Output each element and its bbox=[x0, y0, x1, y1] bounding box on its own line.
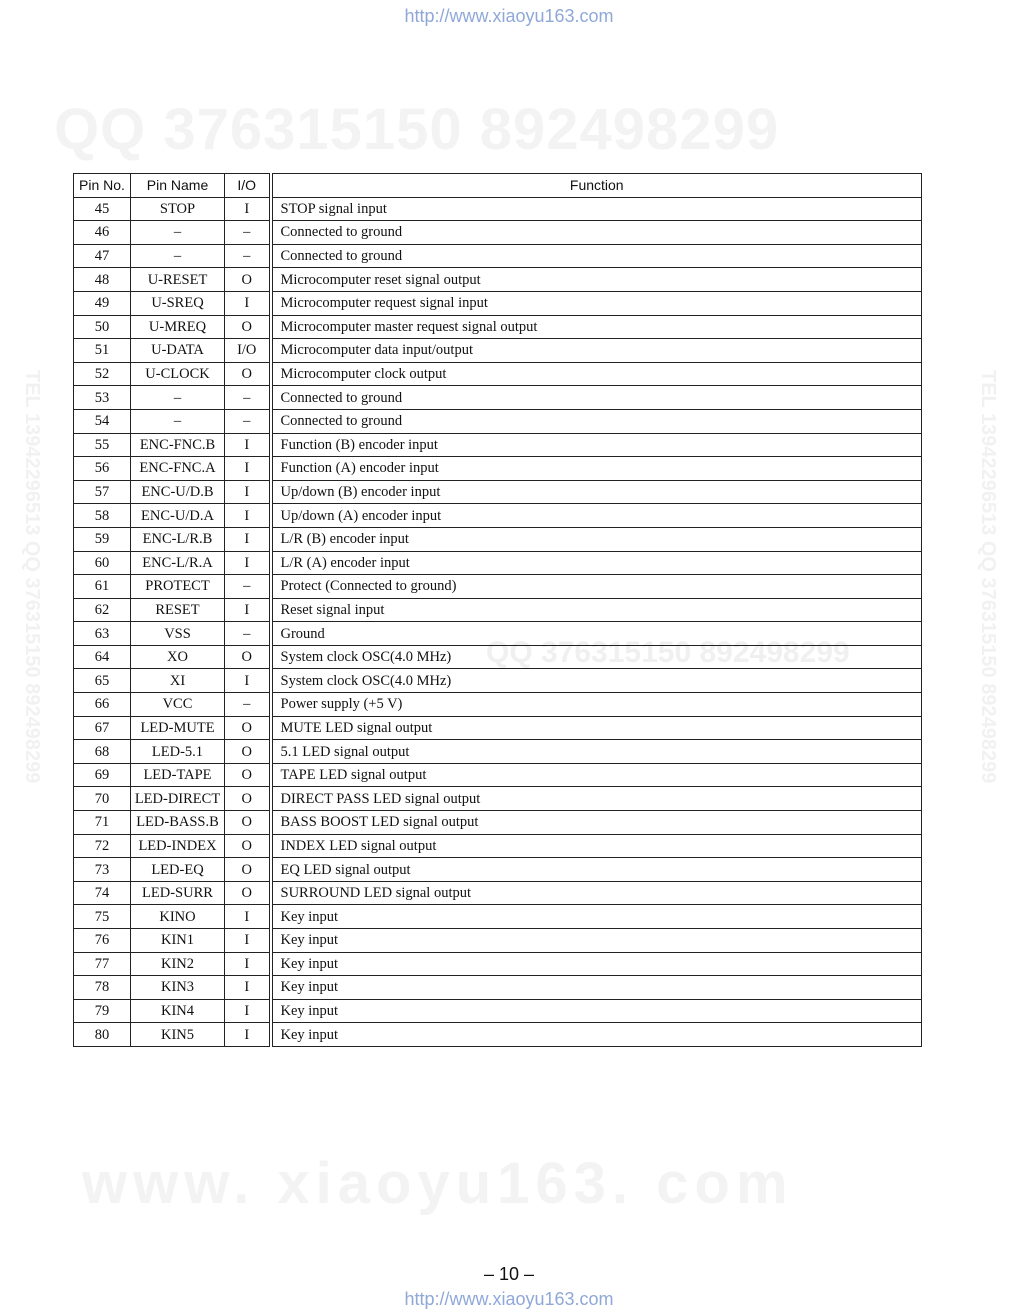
io-cell: O bbox=[225, 740, 271, 764]
function-cell: L/R (A) encoder input bbox=[271, 551, 922, 575]
function-cell: Key input bbox=[271, 905, 922, 929]
pin-no-cell: 74 bbox=[74, 881, 131, 905]
function-cell: 5.1 LED signal output bbox=[271, 740, 922, 764]
pin-no-cell: 65 bbox=[74, 669, 131, 693]
function-cell: Function (B) encoder input bbox=[271, 433, 922, 457]
pin-name-cell: U-DATA bbox=[131, 339, 225, 363]
io-cell: O bbox=[225, 811, 271, 835]
function-cell: SURROUND LED signal output bbox=[271, 881, 922, 905]
io-cell: I bbox=[225, 1023, 271, 1047]
pin-no-cell: 48 bbox=[74, 268, 131, 292]
pin-name-cell: LED-INDEX bbox=[131, 834, 225, 858]
pin-no-cell: 69 bbox=[74, 763, 131, 787]
io-cell: I bbox=[225, 551, 271, 575]
pin-no-cell: 63 bbox=[74, 622, 131, 646]
io-cell: – bbox=[225, 693, 271, 717]
io-cell: I bbox=[225, 976, 271, 1000]
io-cell: I bbox=[225, 952, 271, 976]
function-cell: MUTE LED signal output bbox=[271, 716, 922, 740]
function-cell: Ground bbox=[271, 622, 922, 646]
table-row bbox=[74, 244, 922, 268]
io-cell: I bbox=[225, 669, 271, 693]
function-cell: System clock OSC(4.0 MHz) bbox=[271, 645, 922, 669]
pin-no-cell: 76 bbox=[74, 929, 131, 953]
pin-name-cell: U-RESET bbox=[131, 268, 225, 292]
pin-name-cell: U-CLOCK bbox=[131, 362, 225, 386]
function-cell: Connected to ground bbox=[271, 386, 922, 410]
pin-name-cell: – bbox=[131, 386, 225, 410]
io-cell: O bbox=[225, 858, 271, 882]
pin-no-cell: 70 bbox=[74, 787, 131, 811]
pin-name-cell: RESET bbox=[131, 598, 225, 622]
table-row bbox=[74, 386, 922, 410]
table-row bbox=[74, 763, 922, 787]
function-cell: Microcomputer request signal input bbox=[271, 291, 922, 315]
io-cell: – bbox=[225, 622, 271, 646]
pin-name-cell: – bbox=[131, 244, 225, 268]
table-row bbox=[74, 740, 922, 764]
pin-name-cell: LED-EQ bbox=[131, 858, 225, 882]
io-cell: O bbox=[225, 763, 271, 787]
watermark-url-top: http://www.xiaoyu163.com bbox=[404, 6, 614, 26]
table-row bbox=[74, 575, 922, 599]
table-row bbox=[74, 551, 922, 575]
table-row bbox=[74, 999, 922, 1023]
table-row bbox=[74, 504, 922, 528]
pin-no-cell: 60 bbox=[74, 551, 131, 575]
header-pin-no: Pin No. bbox=[74, 174, 131, 198]
table-row bbox=[74, 433, 922, 457]
pin-name-cell: VCC bbox=[131, 693, 225, 717]
pin-function-table bbox=[73, 173, 922, 1047]
function-cell: Key input bbox=[271, 999, 922, 1023]
pin-name-cell: KIN4 bbox=[131, 999, 225, 1023]
io-cell: – bbox=[225, 221, 271, 245]
function-cell: STOP signal input bbox=[271, 197, 922, 221]
pin-no-cell: 68 bbox=[74, 740, 131, 764]
io-cell: – bbox=[225, 386, 271, 410]
pin-no-cell: 52 bbox=[74, 362, 131, 386]
pin-name-cell: XO bbox=[131, 645, 225, 669]
pin-name-cell: KIN2 bbox=[131, 952, 225, 976]
pin-name-cell: LED-MUTE bbox=[131, 716, 225, 740]
pin-name-cell: LED-TAPE bbox=[131, 763, 225, 787]
pin-name-cell: – bbox=[131, 221, 225, 245]
io-cell: I bbox=[225, 527, 271, 551]
watermark-tel-left: TEL 13942296513 QQ 376315150 892498299 bbox=[21, 370, 43, 784]
function-cell: Key input bbox=[271, 952, 922, 976]
pin-no-cell: 71 bbox=[74, 811, 131, 835]
pin-name-cell: ENC-FNC.B bbox=[131, 433, 225, 457]
function-cell: Microcomputer master request signal output bbox=[271, 315, 922, 339]
table-row bbox=[74, 645, 922, 669]
pin-no-cell: 46 bbox=[74, 221, 131, 245]
io-cell: I bbox=[225, 504, 271, 528]
function-cell: Key input bbox=[271, 929, 922, 953]
table-row bbox=[74, 409, 922, 433]
function-cell: L/R (B) encoder input bbox=[271, 527, 922, 551]
table-row bbox=[74, 693, 922, 717]
pin-no-cell: 56 bbox=[74, 457, 131, 481]
pin-name-cell: ENC-L/R.B bbox=[131, 527, 225, 551]
table-row bbox=[74, 197, 922, 221]
pin-no-cell: 54 bbox=[74, 409, 131, 433]
table-row bbox=[74, 622, 922, 646]
table-row bbox=[74, 221, 922, 245]
function-cell: DIRECT PASS LED signal output bbox=[271, 787, 922, 811]
pin-no-cell: 66 bbox=[74, 693, 131, 717]
pin-name-cell: U-MREQ bbox=[131, 315, 225, 339]
pin-no-cell: 59 bbox=[74, 527, 131, 551]
pin-no-cell: 77 bbox=[74, 952, 131, 976]
pin-name-cell: LED-DIRECT bbox=[131, 787, 225, 811]
watermark-site: www. xiaoyu163. com bbox=[82, 1151, 794, 1216]
table-row bbox=[74, 268, 922, 292]
function-cell: Microcomputer clock output bbox=[271, 362, 922, 386]
table-row bbox=[74, 858, 922, 882]
table-row bbox=[74, 787, 922, 811]
io-cell: – bbox=[225, 575, 271, 599]
table-row bbox=[74, 527, 922, 551]
function-cell: TAPE LED signal output bbox=[271, 763, 922, 787]
io-cell: O bbox=[225, 834, 271, 858]
io-cell: I bbox=[225, 291, 271, 315]
io-cell: O bbox=[225, 268, 271, 292]
pin-no-cell: 55 bbox=[74, 433, 131, 457]
pin-no-cell: 49 bbox=[74, 291, 131, 315]
io-cell: O bbox=[225, 881, 271, 905]
header-io: I/O bbox=[225, 174, 271, 198]
pin-name-cell: PROTECT bbox=[131, 575, 225, 599]
io-cell: I bbox=[225, 433, 271, 457]
pin-name-cell: KIN3 bbox=[131, 976, 225, 1000]
table-row bbox=[74, 834, 922, 858]
pin-name-cell: LED-BASS.B bbox=[131, 811, 225, 835]
table-row bbox=[74, 339, 922, 363]
io-cell: O bbox=[225, 315, 271, 339]
pin-no-cell: 72 bbox=[74, 834, 131, 858]
function-cell: Connected to ground bbox=[271, 244, 922, 268]
table-row bbox=[74, 480, 922, 504]
watermark-qq: QQ 376315150 892498299 bbox=[54, 97, 780, 162]
function-cell: EQ LED signal output bbox=[271, 858, 922, 882]
io-cell: O bbox=[225, 787, 271, 811]
io-cell: I bbox=[225, 905, 271, 929]
header-pin-name: Pin Name bbox=[131, 174, 225, 198]
table-header-row bbox=[74, 174, 922, 198]
pin-no-cell: 80 bbox=[74, 1023, 131, 1047]
function-cell: Connected to ground bbox=[271, 409, 922, 433]
watermark-url-bottom: http://www.xiaoyu163.com bbox=[404, 1289, 614, 1309]
function-cell: Reset signal input bbox=[271, 598, 922, 622]
pin-name-cell: XI bbox=[131, 669, 225, 693]
pin-no-cell: 53 bbox=[74, 386, 131, 410]
table-row bbox=[74, 952, 922, 976]
io-cell: I bbox=[225, 999, 271, 1023]
function-cell: Protect (Connected to ground) bbox=[271, 575, 922, 599]
pin-no-cell: 58 bbox=[74, 504, 131, 528]
table-row bbox=[74, 976, 922, 1000]
pin-no-cell: 62 bbox=[74, 598, 131, 622]
table-row bbox=[74, 811, 922, 835]
function-cell: BASS BOOST LED signal output bbox=[271, 811, 922, 835]
pin-name-cell: VSS bbox=[131, 622, 225, 646]
pin-no-cell: 47 bbox=[74, 244, 131, 268]
table-row bbox=[74, 905, 922, 929]
table-row bbox=[74, 881, 922, 905]
pin-no-cell: 51 bbox=[74, 339, 131, 363]
pin-no-cell: 67 bbox=[74, 716, 131, 740]
io-cell: I bbox=[225, 929, 271, 953]
io-cell: O bbox=[225, 716, 271, 740]
table-row bbox=[74, 716, 922, 740]
io-cell: O bbox=[225, 362, 271, 386]
function-cell: Key input bbox=[271, 976, 922, 1000]
pin-no-cell: 64 bbox=[74, 645, 131, 669]
io-cell: I/O bbox=[225, 339, 271, 363]
pin-name-cell: KINO bbox=[131, 905, 225, 929]
io-cell: I bbox=[225, 480, 271, 504]
table-row bbox=[74, 669, 922, 693]
pin-no-cell: 78 bbox=[74, 976, 131, 1000]
watermark-tel-right: TEL 13942296513 QQ 376315150 892498299 bbox=[977, 370, 999, 784]
function-cell: Microcomputer reset signal output bbox=[271, 268, 922, 292]
pin-name-cell: – bbox=[131, 409, 225, 433]
table-row bbox=[74, 315, 922, 339]
io-cell: I bbox=[225, 197, 271, 221]
table-row bbox=[74, 1023, 922, 1047]
function-cell: Microcomputer data input/output bbox=[271, 339, 922, 363]
pin-name-cell: KIN5 bbox=[131, 1023, 225, 1047]
table-row bbox=[74, 929, 922, 953]
table-row bbox=[74, 457, 922, 481]
io-cell: I bbox=[225, 457, 271, 481]
pin-name-cell: LED-SURR bbox=[131, 881, 225, 905]
function-cell: Up/down (B) encoder input bbox=[271, 480, 922, 504]
function-cell: System clock OSC(4.0 MHz) bbox=[271, 669, 922, 693]
page-number: – 10 – bbox=[483, 1264, 535, 1284]
io-cell: O bbox=[225, 645, 271, 669]
table-row bbox=[74, 291, 922, 315]
table-row bbox=[74, 362, 922, 386]
pin-name-cell: STOP bbox=[131, 197, 225, 221]
io-cell: – bbox=[225, 409, 271, 433]
function-cell: Up/down (A) encoder input bbox=[271, 504, 922, 528]
pin-name-cell: U-SREQ bbox=[131, 291, 225, 315]
pin-no-cell: 79 bbox=[74, 999, 131, 1023]
pin-name-cell: ENC-FNC.A bbox=[131, 457, 225, 481]
pin-no-cell: 57 bbox=[74, 480, 131, 504]
pin-no-cell: 75 bbox=[74, 905, 131, 929]
pin-no-cell: 45 bbox=[74, 197, 131, 221]
watermark-qq-mid: QQ 376315150 892498299 bbox=[486, 636, 850, 669]
function-cell: Connected to ground bbox=[271, 221, 922, 245]
header-function: Function bbox=[271, 174, 922, 198]
pin-no-cell: 50 bbox=[74, 315, 131, 339]
io-cell: – bbox=[225, 244, 271, 268]
function-cell: Key input bbox=[271, 1023, 922, 1047]
table-row bbox=[74, 598, 922, 622]
function-cell: INDEX LED signal output bbox=[271, 834, 922, 858]
pin-name-cell: LED-5.1 bbox=[131, 740, 225, 764]
function-cell: Power supply (+5 V) bbox=[271, 693, 922, 717]
pin-name-cell: ENC-U/D.B bbox=[131, 480, 225, 504]
pin-name-cell: ENC-U/D.A bbox=[131, 504, 225, 528]
io-cell: I bbox=[225, 598, 271, 622]
pin-no-cell: 73 bbox=[74, 858, 131, 882]
pin-name-cell: KIN1 bbox=[131, 929, 225, 953]
function-cell: Function (A) encoder input bbox=[271, 457, 922, 481]
table-body bbox=[74, 197, 922, 1046]
pin-no-cell: 61 bbox=[74, 575, 131, 599]
pin-name-cell: ENC-L/R.A bbox=[131, 551, 225, 575]
